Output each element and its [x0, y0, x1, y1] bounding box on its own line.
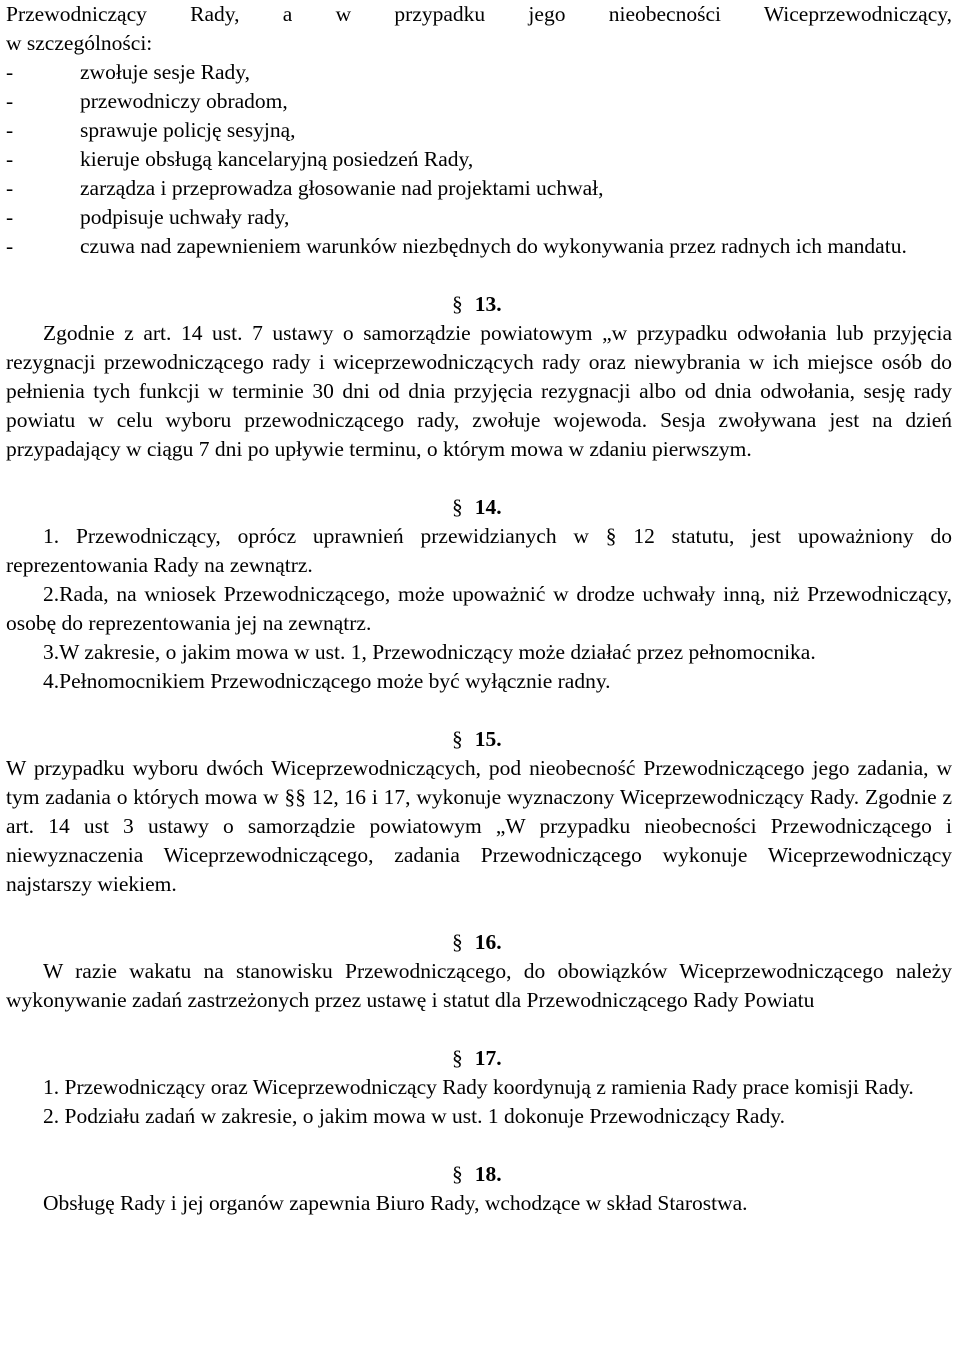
section-heading-18 [6, 1160, 952, 1189]
list-item: - podpisuje uchwały rady, [6, 205, 290, 229]
section-number: 15. [474, 727, 502, 751]
section-number: 17. [474, 1046, 502, 1070]
section-17-para-2: 2. Podziału zadań w zakresie, o jakim mowa w ust. 1 dokonuje Przewodniczący Rady. [43, 1104, 785, 1128]
section-heading-14 [6, 493, 952, 522]
duties-list [6, 58, 952, 261]
section-mark: § [452, 1162, 463, 1186]
section-heading-16 [6, 928, 952, 957]
list-item: - zwołuje sesje Rady, [6, 60, 250, 84]
list-item: - czuwa nad zapewnieniem warunków niezbędnych do wykonywania przez radnych ich mandatu. [6, 234, 907, 258]
document-page [6, 0, 952, 1218]
section-mark: § [452, 292, 463, 316]
section-number: 13. [474, 292, 502, 316]
list-item: - sprawuje policję sesyjną, [6, 118, 296, 142]
section-mark: § [452, 930, 463, 954]
section-number: 16. [474, 930, 502, 954]
section-14-para-4: 4.Pełnomocnikiem Przewodniczącego może być wyłącznie radny. [43, 669, 611, 693]
list-item: - przewodniczy obradom, [6, 89, 288, 113]
intro-line-2: w szczególności: [6, 31, 153, 55]
section-14-para-2: 2.Rada, na wniosek Przewodniczącego, może upoważnić w drodze uchwały inną, niż Przewodniczący, osobę do reprezentowania jej na zewnątrz. [6, 582, 952, 635]
section-17-para-1: 1. Przewodniczący oraz Wiceprzewodniczący Rady koordynują z ramienia Rady prace komisji Rady. [43, 1075, 914, 1099]
section-number: 14. [474, 495, 502, 519]
section-heading-15 [6, 725, 952, 754]
list-item: - zarządza i przeprowadza głosowanie nad projektami uchwał, [6, 176, 604, 200]
intro-line-1: Przewodniczący Rady, a w przypadku jego nieobecności Wiceprzewodniczący, [6, 2, 952, 26]
section-mark: § [452, 495, 463, 519]
section-18-text: Obsługę Rady i jej organów zapewnia Biuro Rady, wchodzące w skład Starostwa. [43, 1191, 748, 1215]
section-heading-13 [6, 290, 952, 319]
section-mark: § [452, 727, 463, 751]
section-15-text: W przypadku wyboru dwóch Wiceprzewodniczących, pod nieobecność Przewodniczącego jego zadania, w tym zadania o których mowa w §§ 12, 16 i 17, wykonuje wyznaczony Wiceprzewodniczący Rady. Zgodnie z art. 14 ust 3 ustawy o samorządzie powiatowym „W przypadku nieobecności Przewodniczącego i niewyznaczenia Wiceprzewodniczącego, zadania Przewodniczącego wykonuje Wiceprzewodniczący najstarszy wiekiem. [6, 756, 952, 896]
section-mark: § [452, 1046, 463, 1070]
section-13-text: Zgodnie z art. 14 ust. 7 ustawy o samorządzie powiatowym „w przypadku odwołania lub przyjęcia rezygnacji przewodniczącego rady i wiceprzewodniczących rady oraz niewybrania w ich miejsce osób do pełnienia tych funkcji w terminie 30 dni od dnia przyjęcia rezygnacji albo od dnia odwołania, sesję rady powiatu w celu wyboru przewodniczącego rady, zwołuje wojewoda. Sesja zwoływana jest na dzień przypadający w ciągu 7 dni po upływie terminu, o którym mowa w zdaniu pierwszym. [6, 321, 952, 461]
section-14-para-1: 1. Przewodniczący, oprócz uprawnień przewidzianych w § 12 statutu, jest upoważniony do reprezentowania Rady na zewnątrz. [6, 524, 952, 577]
section-heading-17 [6, 1044, 952, 1073]
list-item: - kieruje obsługą kancelaryjną posiedzeń Rady, [6, 147, 474, 171]
section-16-text: W razie wakatu na stanowisku Przewodniczącego, do obowiązków Wiceprzewodniczącego należy wykonywanie zadań zastrzeżonych przez ustawę i statut dla Przewodniczącego Rady Powiatu [6, 959, 952, 1012]
section-number: 18. [474, 1162, 502, 1186]
section-14-para-3: 3.W zakresie, o jakim mowa w ust. 1, Przewodniczący może działać przez pełnomocnika. [43, 640, 816, 664]
